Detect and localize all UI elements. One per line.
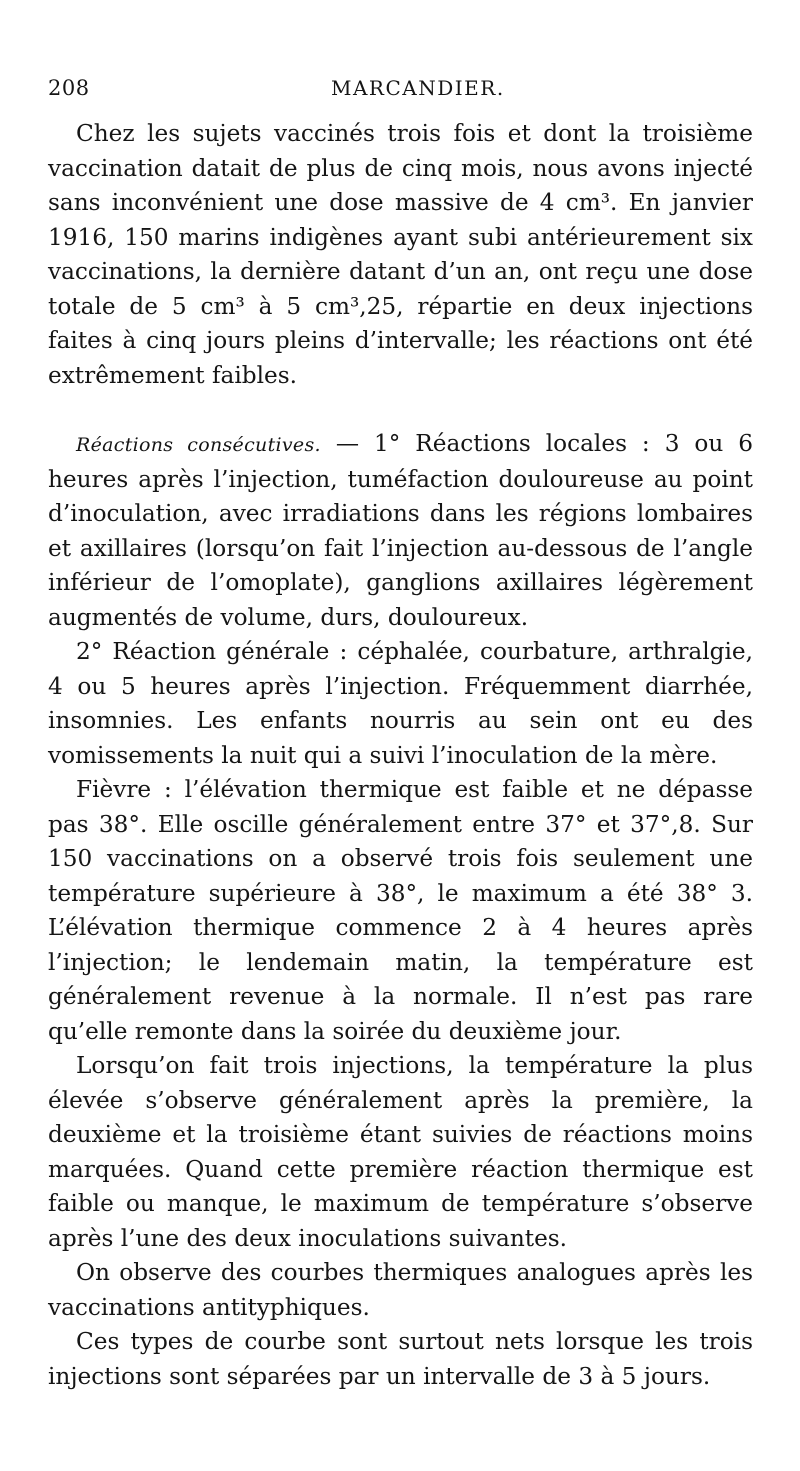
paragraph-vaccination-dose: Chez les sujets vaccinés trois fois et dont la troisième vaccination datait de plus de cinq mois, nous avons injecté sans inconvénient une dose massive de 4 cm³. En janvier 1916, 150 marins indigènes ayant subi antérieurement six vaccinations, la dernière datant d’un an, ont reçu une dose totale de 5 cm³ à 5 cm³,25, répartie en deux injections faites à cinq jours pleins d’intervalle; les réactions ont été extrêmement faibles. [48,120,753,389]
running-head: MARCANDIER. [331,76,505,100]
paragraph-local-reactions [48,427,753,635]
paragraph-general-reaction: 2° Réaction générale : céphalée, courbature, arthralgie, 4 ou 5 heures après l’injection. Fréquemment diarrhée, insomnies. Les enfants nourris au sein ont eu des vomissements la nuit qui a suivi l’inoculation de la mère. [48,638,753,769]
page-header [48,76,752,106]
section-title: Réactions consécutives. [76,434,321,456]
page-number: 208 [48,76,90,100]
paragraph-three-injections: Lorsqu’on fait trois injections, la température la plus élevée s’observe généralement après la première, la deuxième et la troisième étant suivies de réactions moins marquées. Quand cette première réaction thermique est faible ou manque, le maximum de température s’observe après l’une des deux inoculations suivantes. [48,1052,753,1252]
paragraph-curve-types: Ces types de courbe sont surtout nets lorsque les trois injections sont séparées par un intervalle de 3 à 5 jours. [48,1328,753,1390]
body-text [48,117,753,1394]
paragraph-thermal-curves: On observe des courbes thermiques analogues après les vaccinations antityphiques. [48,1259,753,1321]
paragraph-fever: Fièvre : l’élévation thermique est faible et ne dépasse pas 38°. Elle oscille généralement entre 37° et 37°,8. Sur 150 vaccinations on a observé trois fois seulement une température supérieure à 38°, le maximum a été 38° 3. L’élévation thermique commence 2 à 4 heures après l’injection; le lendemain matin, la température est généralement revenue à la normale. Il n’est pas rare qu’elle remonte dans la soirée du deuxième jour. [48,776,753,1045]
paragraph-local-reactions-text: — 1° Réactions locales : 3 ou 6 heures après l’injection, tuméfaction douloureuse au point d’inoculation, avec irradiations dans les régions lombaires et axillaires (lorsqu’on fait l’injection au-dessous de l’angle inférieur de l’omoplate), ganglions axillaires légèrement augmentés de volume, durs, douloureux. [48,430,754,631]
